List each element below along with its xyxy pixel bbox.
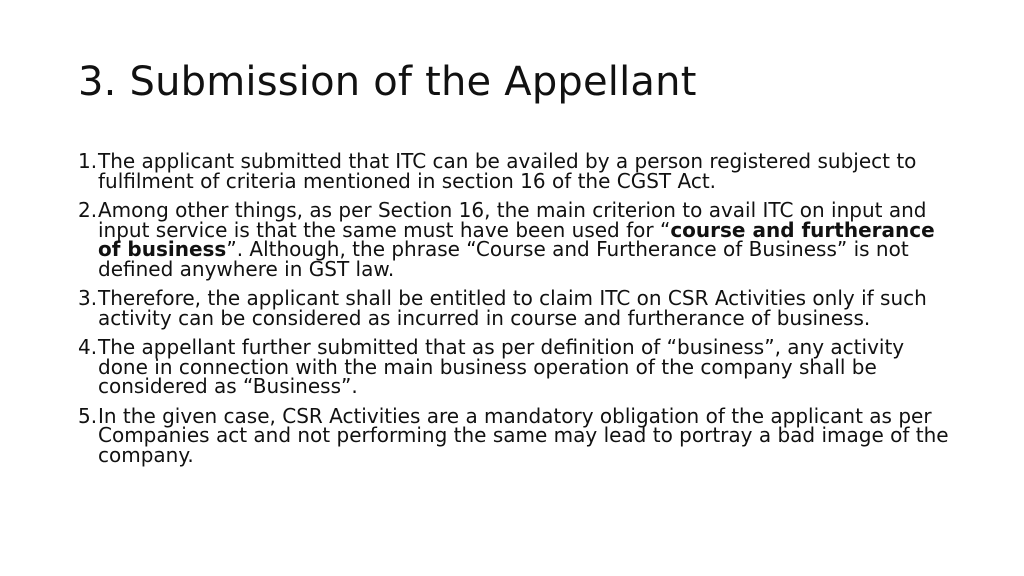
list-item-text: The applicant submitted that ITC can be availed by a person registered subject to fulfilment of criteria mentioned in section 16 of the CGST Act.	[98, 149, 917, 193]
list-item-number: 2.	[78, 198, 98, 222]
list-item-text: In the given case, CSR Activities are a mandatory obligation of the applicant as per Companies act and not performing the same may lead to portray a bad image of the company.	[98, 403, 949, 467]
list-item	[78, 198, 958, 281]
list-item-text: The appellant further submitted that as per definition of “business”, any activity done in connection with the main business operation of the company shall be considered as “Business”.	[98, 335, 905, 398]
list-item-number: 1.	[78, 149, 98, 173]
submission-points-list	[78, 149, 958, 475]
list-item	[78, 286, 958, 330]
list-item	[78, 149, 958, 193]
text-after-emphasis: ”. Although, the phrase “Course and Furtherance of Business” is not defined anywhere in GST law.	[98, 237, 909, 281]
list-item-text	[98, 198, 935, 281]
slide-title: 3. Submission of the Appellant	[78, 59, 697, 105]
list-item	[78, 335, 958, 398]
list-item-number: 3.	[78, 286, 98, 310]
list-item	[78, 403, 958, 467]
list-item-number: 5.	[78, 403, 98, 428]
emphasized-phrase: course and furtherance of business	[98, 217, 935, 261]
text-before-emphasis: Among other things, as per Section 16, the main criterion to avail ITC on input and input service is that the same must have been used for “	[98, 198, 927, 242]
list-item-number: 4.	[78, 335, 98, 359]
list-item-text: Therefore, the applicant shall be entitled to claim ITC on CSR Activities only if such activity can be considered as incurred in course and furtherance of business.	[98, 286, 927, 330]
